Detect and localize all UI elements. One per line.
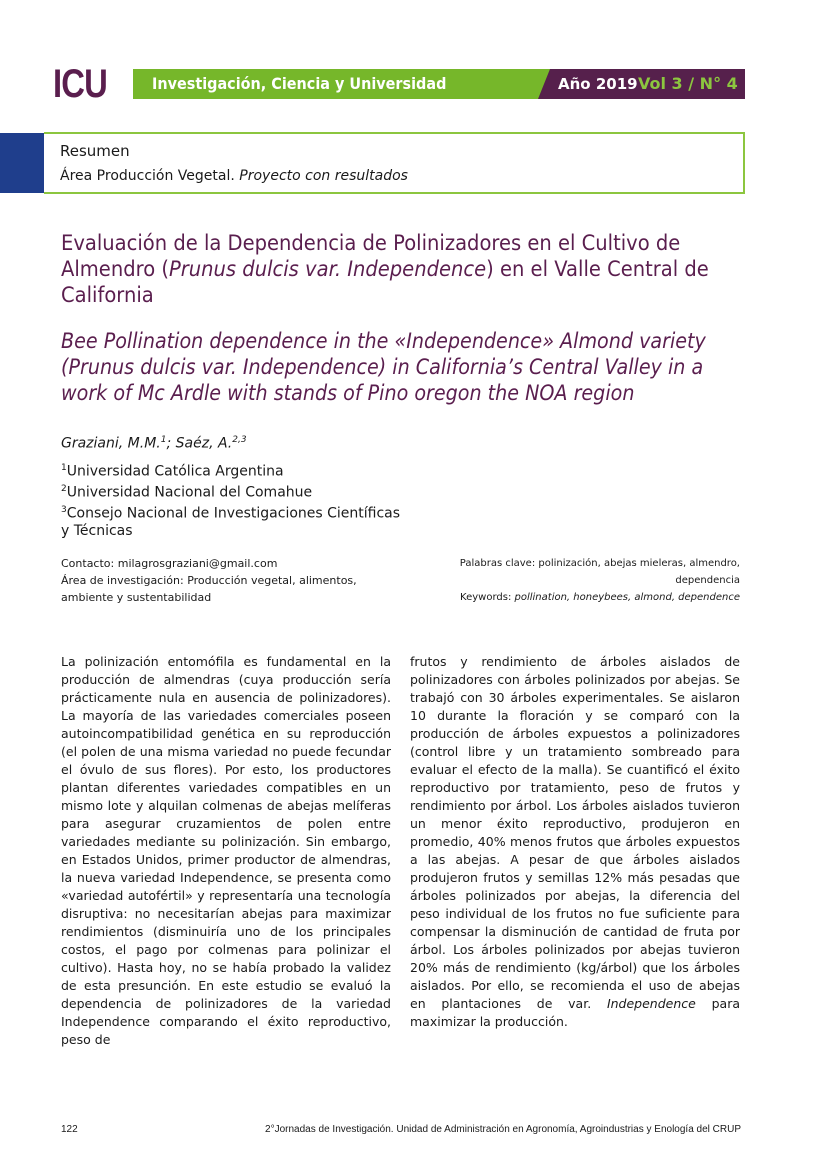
- journal-banner: [133, 69, 745, 99]
- keywords-block: [430, 555, 740, 606]
- research-area: Área de investigación: Producción vegetal, alimentos, ambiente y sustentabilidad: [61, 574, 357, 604]
- title-es-part1: Evaluación de la Dependencia de Polinizadores en el Cultivo de Almendro (: [61, 231, 681, 281]
- keywords-es-values: polinización, abejas mieleras, almendro, dependencia: [538, 558, 740, 586]
- section-accent-block: [0, 133, 44, 193]
- affiliation-name: Universidad Católica Argentina: [66, 463, 284, 480]
- title-spanish: [61, 230, 749, 308]
- journal-logo: ICU: [53, 62, 108, 106]
- issue-volume: Vol 3 / N° 4: [638, 74, 738, 93]
- affiliation-list: [61, 460, 401, 541]
- title-es-species: Prunus dulcis var. Independence: [168, 257, 487, 281]
- abstract-right-variety: Independence: [606, 996, 696, 1011]
- author-name: Graziani, M.M.: [61, 435, 161, 452]
- abstract-right-end: para maximizar la producción.: [410, 996, 740, 1029]
- page-number: 122: [61, 1124, 78, 1135]
- issue-year: Año 2019: [558, 75, 638, 93]
- abstract-column-left: La polinización entomófila es fundamental en la producción de almendras (cuya producción sería prácticamente nula en ausencia de polinizadores). La mayoría de las variedades comerciales poseen autoincompatibilidad genética en su reproducción (el polen de una misma variedad no puede fecundar el óvulo de sus flores). Por esto, los productores plantan diferentes variedades compatibles en un mismo lote y alquilan colmenas de abejas melíferas para asegurar cruzamientos de polen entre variedades mediante su polinización. Sin embargo, en Estados Unidos, primer productor de almendras, la nueva variedad Independence, se presenta como «variedad autofértil» y representaría una tecnología disruptiva: no necesitarían abejas para maximizar rendimientos (disminuiría uno de los principales costos, el pago por colmenas para polinizar el cultivo). Hasta hoy, no se había probado la validez de esta presunción. En este estudio se evaluó la dependencia de polinizadores de la variedad Independence comparando el éxito reproductivo, peso de: [61, 654, 391, 1047]
- keywords-english: [430, 589, 740, 606]
- title-english: Bee Pollination dependence in the «Independence» Almond variety (Prunus dulcis var. Independence) in California’s Central Valley in a work of Mc Ardle with stands of Pino oregon the NOA region: [61, 329, 706, 405]
- title-es-part2: ) en el Valle Central de California: [61, 257, 709, 307]
- author-separator: ;: [166, 435, 176, 452]
- author-list: [61, 435, 247, 452]
- author-affil-ref: 2,3: [232, 435, 247, 445]
- affiliation-number: 1: [61, 463, 67, 473]
- affiliation-item: [61, 502, 401, 541]
- affiliation-number: 3: [61, 505, 67, 516]
- section-area-name: Área Producción Vegetal.: [60, 168, 235, 184]
- section-label: Resumen: [60, 142, 130, 160]
- keywords-en-label: Keywords:: [460, 592, 515, 603]
- issue-badge: [550, 69, 745, 99]
- affiliation-item: [61, 481, 401, 502]
- section-area: [60, 168, 408, 184]
- abstract-right-text: frutos y rendimiento de árboles aislados de polinizadores con árboles polinizados por abejas. Se trabajó con 30 árboles experimentales. Se aislaron 10 durante la floración y se comparó con la producción de árboles expuestos a polinizadores (control libre y un tratamiento sombreado para evaluar el efecto de la malla). Se cuantificó el éxito reproductivo por tratamiento, peso de frutos y rendimiento por árbol. Los árboles aislados tuvieron un menor éxito reproductivo, produjeron en promedio, 40% menos frutos que árboles expuestos a las abejas. A pesar de que árboles aislados produjeron frutos y semillas 12% más pesadas que árboles polinizados por abejas, la diferencia del peso individual de los frutos no fue suficiente para compensar la disminución de cantidad de fruta por árbol. Los árboles polinizados por abejas tuvieron 20% más de rendimiento (kg/árbol) que los árboles aislados. Por ello, se recomienda el uso de abejas en plantaciones de var.: [410, 654, 740, 1011]
- abstract-column-right: [410, 653, 740, 1031]
- author-name: Saéz, A.: [175, 435, 233, 452]
- contact-email: Contacto: milagrosgraziani@gmail.com: [61, 557, 278, 570]
- affiliation-name: Universidad Nacional del Comahue: [66, 484, 313, 501]
- keywords-spanish: [430, 555, 740, 589]
- affiliation-item: [61, 460, 401, 481]
- affiliation-number: 2: [61, 484, 67, 495]
- section-type: Proyecto con resultados: [239, 168, 408, 184]
- section-box: [44, 132, 745, 194]
- journal-name: Investigación, Ciencia y Universidad: [152, 74, 447, 93]
- keywords-es-label: Palabras clave:: [459, 558, 539, 569]
- footer-event: 2°Jornadas de Investigación. Unidad de Administración en Agronomía, Agroindustrias y Enología del CRUP: [265, 1124, 741, 1135]
- affiliation-name: Consejo Nacional de Investigaciones Científicas y Técnicas: [61, 505, 401, 540]
- contact-info: [61, 555, 391, 606]
- keywords-en-values: pollination, honeybees, almond, dependence: [514, 592, 740, 603]
- author-affil-ref: 1: [160, 435, 167, 445]
